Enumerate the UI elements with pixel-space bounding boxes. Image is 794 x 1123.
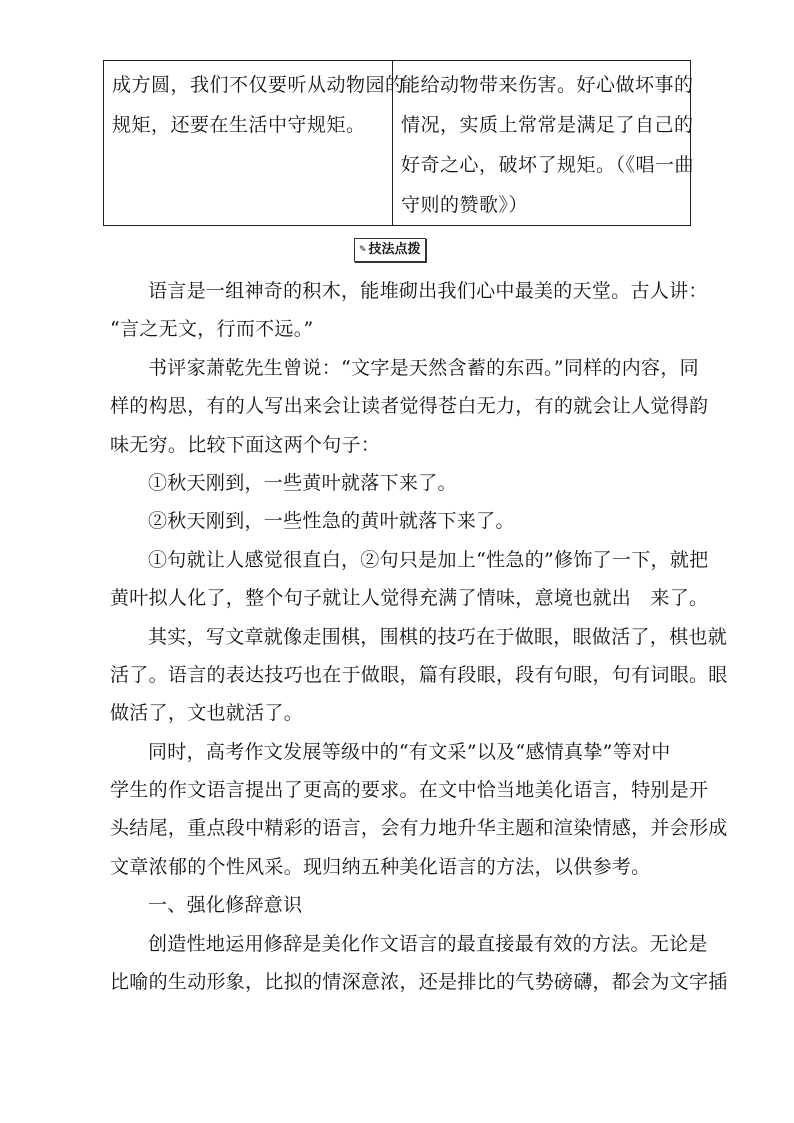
- table-cell-line: 规矩，还要在生活中守规矩。: [112, 114, 366, 136]
- paragraph-line: 味无穷。比较下面这两个句子：: [110, 433, 381, 456]
- subsection-heading: 一、强化修辞意识: [148, 894, 303, 917]
- paragraph-line: 活了。语言的表达技巧也在于做眼，篇有段眼，段有句眼，句有词眼。眼: [110, 663, 728, 686]
- paragraph-line: 样的构思，有的人写出来会让读者觉得苍白无力，有的就会让人觉得韵: [110, 395, 709, 418]
- paragraph-line: 同时，高考作文发展等级中的“有文采”以及“感情真挚”等对中: [148, 740, 671, 763]
- paragraph-line: 比喻的生动形象，比拟的情深意浓，还是排比的气势磅礴，都会为文字插: [110, 971, 728, 994]
- paragraph-line: 书评家萧乾先生曾说：“文字是天然含蓄的东西。”同样的内容，同: [148, 356, 699, 379]
- paragraph-line: 头结尾，重点段中精彩的语言，会有力地升华主题和渲染情感，并会形成: [110, 817, 728, 840]
- paragraph-line: 创造性地运用修辞是美化作文语言的最直接最有效的方法。无论是: [148, 932, 708, 955]
- table-cell-line: 能给动物带来伤害。好心做坏事的: [401, 74, 694, 96]
- table-cell-right: [393, 61, 695, 225]
- table-cell-line: 守则的赞歌》）: [401, 194, 529, 216]
- paragraph-line: 学生的作文语言提出了更高的要求。在文中恰当地美化语言，特别是开: [110, 779, 709, 802]
- table-fragment: [103, 60, 695, 226]
- paragraph-line: 语言是一组神奇的积木，能堆砌出我们心中最美的天堂。古人讲：: [148, 280, 708, 302]
- paragraph-line: 其实，写文章就像走围棋，围棋的技巧在于做眼，眼做活了，棋也就: [148, 625, 728, 648]
- section-heading: [354, 238, 426, 262]
- table-cell-line: 好奇之心，破坏了规矩。（《唱一曲: [401, 154, 695, 176]
- paragraph-line: ②秋天刚到，一些性急的黄叶就落下来了。: [148, 510, 515, 533]
- table-cell-left: [104, 61, 405, 225]
- pencil-icon: ✎: [359, 245, 367, 255]
- body-text: [110, 272, 728, 1001]
- paragraph-line: “言之无文，行而不远。”: [110, 318, 314, 341]
- paragraph-line: 黄叶拟人化了，整个句子就让人觉得充满了情味，意境也就出 来了。: [110, 587, 709, 610]
- paragraph-line: ①秋天刚到，一些黄叶就落下来了。: [148, 471, 457, 494]
- paragraph-line: 做活了，文也就活了。: [110, 702, 304, 725]
- table-cell-line: 情况，实质上常常是满足了自己的: [401, 114, 694, 136]
- paragraph-line: ①句就让人感觉很直白，②句只是加上“性急的”修饰了一下，就把: [148, 548, 709, 571]
- paragraph-line: 文章浓郁的个性风采。现归纳五种美化语言的方法，以供参考。: [110, 855, 651, 878]
- section-heading-label: 技法点拨: [368, 242, 421, 257]
- table-cell-line: 成方圆，我们不仅要听从动物园的: [112, 74, 405, 96]
